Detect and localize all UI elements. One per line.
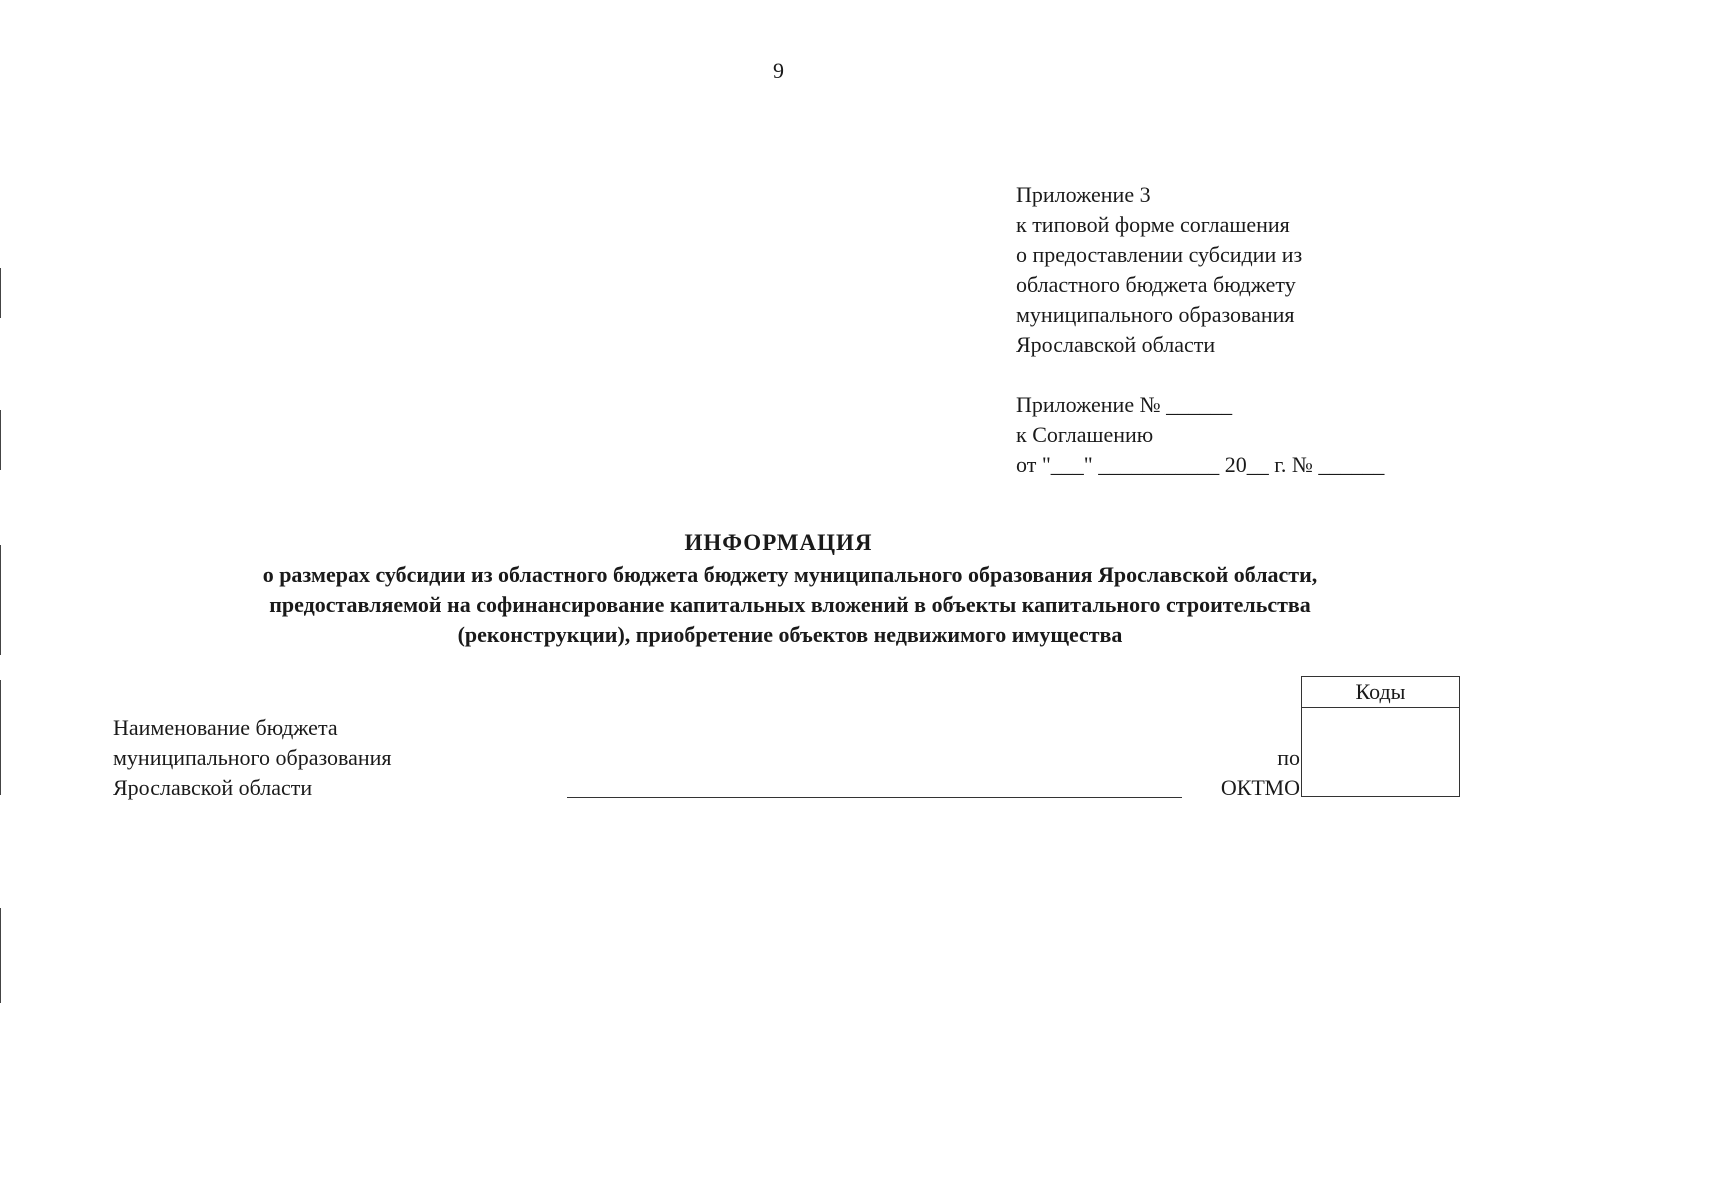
oktmo-label-line: ОКТМО <box>1220 775 1300 800</box>
agreement-line: от "___" ___________ 20__ г. № ______ <box>1016 452 1385 477</box>
oktmo-code-cell[interactable] <box>1302 708 1459 797</box>
oktmo-label-line: по <box>1277 745 1300 770</box>
subtitle-line: (реконструкции), приобретение объектов недвижимого имущества <box>457 622 1123 647</box>
appendix-line: областного бюджета бюджету <box>1016 272 1296 297</box>
agreement-line: Приложение № ______ <box>1016 392 1233 417</box>
budget-name-label <box>113 713 392 803</box>
subtitle-line: предоставляемой на софинансирование капитальных вложений в объекты капитального строительства <box>269 592 1311 617</box>
codes-header: Коды <box>1302 677 1459 708</box>
budget-label-line: муниципального образования <box>113 745 392 770</box>
document-subtitle <box>0 560 1580 650</box>
appendix-header <box>1016 180 1302 360</box>
budget-name-field[interactable] <box>567 797 1182 798</box>
oktmo-label <box>1190 743 1300 803</box>
page-number: 9 <box>773 58 784 83</box>
appendix-line: о предоставлении субсидии из <box>1016 242 1303 267</box>
agreement-line: к Соглашению <box>1016 422 1154 447</box>
document-title: ИНФОРМАЦИЯ <box>684 530 873 555</box>
budget-label-line: Наименование бюджета <box>113 715 338 740</box>
appendix-line: муниципального образования <box>1016 302 1295 327</box>
scan-edge-mark <box>0 410 1 470</box>
appendix-line: Приложение 3 <box>1016 182 1151 207</box>
budget-label-line: Ярославской области <box>113 775 313 800</box>
scan-edge-mark <box>0 680 1 795</box>
scan-edge-mark <box>0 268 1 318</box>
appendix-line: Ярославской области <box>1016 332 1216 357</box>
appendix-line: к типовой форме соглашения <box>1016 212 1290 237</box>
codes-table <box>1301 676 1460 797</box>
scan-edge-mark <box>0 908 1 1003</box>
subtitle-line: о размерах субсидии из областного бюджета бюджету муниципального образования Ярославской области, <box>262 562 1318 587</box>
agreement-reference <box>1016 390 1384 480</box>
